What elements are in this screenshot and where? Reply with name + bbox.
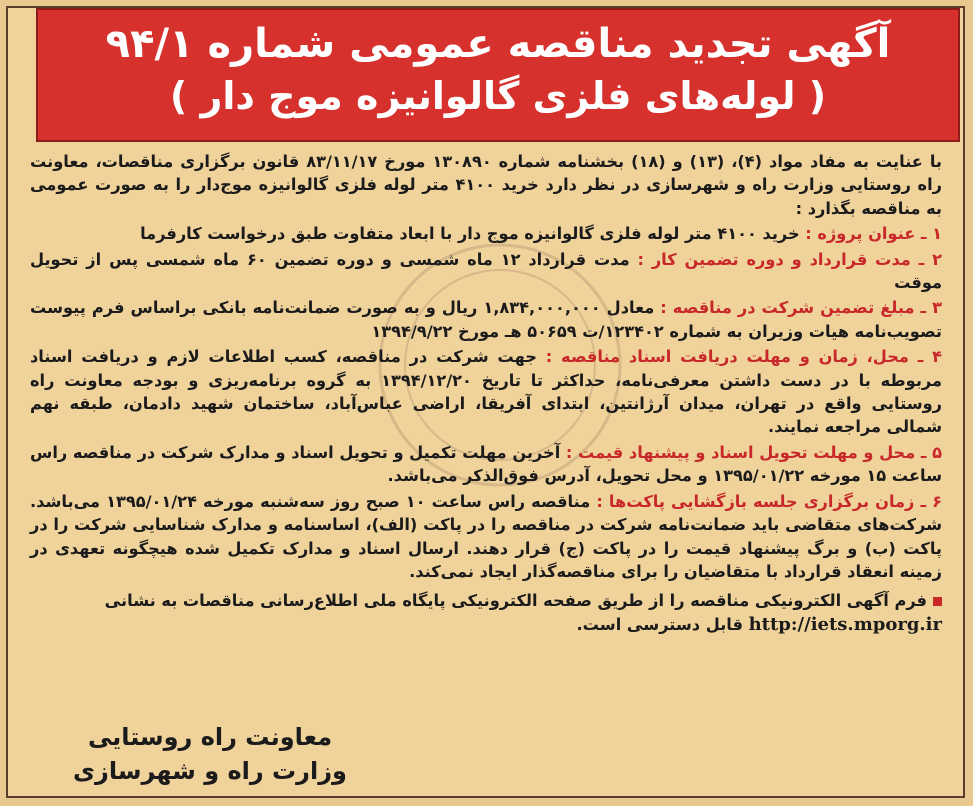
title-banner <box>36 8 960 142</box>
item-heading: ۵ ـ محل و مهلت تحویل اسناد و پیشنهاد قیمت : <box>565 442 942 462</box>
intro-paragraph: با عنایت به مفاد مواد (۴)، (۱۳) و (۱۸) بخشنامه شماره ۱۳۰۸۹۰ مورخ ۸۳/۱۱/۱۷ قانون برگزاری مناقصات، معاونت راه روستایی وزارت راه و شهرسازی در نظر دارد خرید ۴۱۰۰ متر لوله فلزی گالوانیزه موج‌دار را به صورت عمومی به مناقصه بگذارد : <box>30 152 942 218</box>
item-documents-delivery <box>30 441 942 488</box>
notice-text: فرم آگهی الکترونیکی مناقصه را از طریق صفحه الکترونیکی پایگاه ملی اطلاع‌رسانی مناقصات به نشانی <box>104 591 927 611</box>
title-line-2: ( لوله‌های فلزی گالوانیزه موج دار ) <box>169 74 827 118</box>
item-heading: ۱ ـ عنوان پروژه : <box>805 224 942 244</box>
item-heading: ۳ ـ مبلغ تضمین شرکت در مناقصه : <box>660 298 942 318</box>
item-text: جهت شرکت در مناقصه، کسب اطلاعات لازم و دریافت اسناد مربوطه با در دست داشتن معرفی‌نامه، حداکثر تا تاریخ ۱۳۹۴/۱۲/۲۰ به گروه برنامه‌ریزی و بودجه معاونت راه روستایی واقع در تهران، میدان آرژانتین، ابتدای آفریقا، اراضی عباس‌آباد، ساختمان شهید دادمان، طبقه نهم شمالی مراجعه نمایند. <box>30 347 942 437</box>
notice-suffix: قابل دسترسی است. <box>576 614 743 634</box>
item-project-title <box>30 222 942 245</box>
item-guarantee-amount <box>30 296 942 343</box>
issuer-line-1: معاونت راه روستایی <box>87 723 333 751</box>
item-text: مناقصه راس ساعت ۱۰ صبح روز سه‌شنبه مورخه ۱۳۹۵/۰۱/۲۴ می‌باشد. شرکت‌های متقاضی باید ضمانت‌نامه شرکت در مناقصه را در پاکت (الف)، اساسنامه و مدارک شناسایی شرکت را در پاکت (ب) و برگ پیشنهاد قیمت را در پاکت (ج) قرار دهند. ارسال اسناد و مدارک تکمیل شده هیچگونه تعهدی در زمینه انعقاد قرارداد با متقاضیان را برای مناقصه‌گذار ایجاد نمی‌کند. <box>30 491 942 581</box>
item-documents-receipt <box>30 345 942 439</box>
tender-portal-link[interactable]: http://iets.mporg.ir <box>748 613 942 635</box>
issuer-line-2: وزارت راه و شهرسازی <box>73 757 347 785</box>
issuer-signature <box>50 720 370 788</box>
item-text: مدت قرارداد ۱۲ ماه شمسی و دوره تضمین ۶۰ ماه شمسی پس از تحویل موقت <box>30 249 942 293</box>
item-heading: ۲ ـ مدت قرارداد و دوره تضمین کار : <box>637 249 943 269</box>
item-text: معادل ۱,۸۳۴,۰۰۰,۰۰۰ ریال و به صورت ضمانت‌نامه بانکی براساس فرم پیوست تصویب‌نامه هیات وزیران به شماره ۱۲۳۴۰۲/ت ۵۰۶۵۹ هـ مورخ ۱۳۹۴/۹/۲۲ <box>30 298 942 341</box>
title-line-1: آگهی تجدید مناقصه عمومی شماره ۹۴/۱ <box>105 21 891 67</box>
item-opening-session <box>30 490 942 584</box>
square-bullet-icon <box>933 597 942 606</box>
item-heading: ۶ ـ زمان برگزاری جلسه بازگشایی پاکت‌ها : <box>596 491 942 511</box>
advertisement-body <box>30 150 942 638</box>
item-text: آخرین مهلت تکمیل و تحویل اسناد و مدارک شرکت در مناقصه راس ساعت ۱۵ مورخه ۱۳۹۵/۰۱/۲۲ و محل تحویل، آدرس فوق‌الذکر می‌باشد. <box>30 442 942 486</box>
item-text: خرید ۴۱۰۰ متر لوله فلزی گالوانیزه موج دار با ابعاد متفاوت طبق درخواست کارفرما <box>140 224 806 244</box>
item-contract-period <box>30 248 942 295</box>
item-heading: ۴ ـ محل، زمان و مهلت دریافت اسناد مناقصه : <box>545 347 942 367</box>
electronic-notice <box>30 589 942 636</box>
